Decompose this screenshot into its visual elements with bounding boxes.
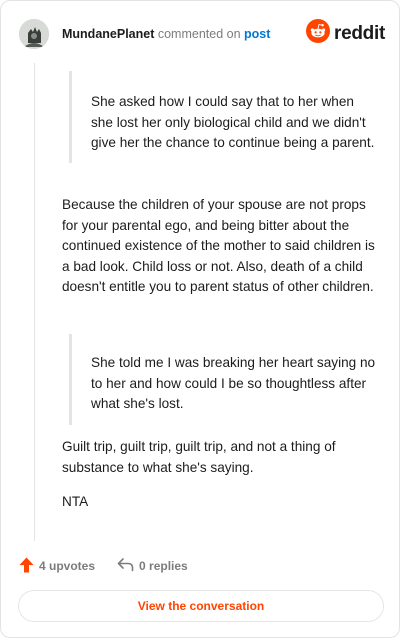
commented-on-label: commented on	[157, 27, 241, 41]
quote-block-1	[69, 71, 379, 163]
username[interactable]: MundanePlanet	[62, 27, 155, 41]
post-link[interactable]: post	[244, 27, 271, 41]
reddit-snoo-icon	[306, 19, 330, 48]
upvote-arrow-icon	[19, 557, 39, 576]
upvote-count: 4 upvotes	[39, 559, 96, 573]
avatar-icon[interactable]	[19, 19, 49, 49]
comment-paragraph-2: Guilt trip, guilt trip, guilt trip, and not a thing of substance to what she's saying.	[62, 439, 336, 475]
comment-footer	[19, 556, 188, 576]
comment-paragraph-1: Because the children of your spouse are not props for your parental ego, and being bitter about the continued existence of the mother to said children is a bad look. Child loss or not. Also, death of a child doesn't entitle you to parent status of other children.	[62, 197, 375, 294]
header-text	[62, 26, 270, 42]
upvotes[interactable]	[19, 557, 95, 576]
replies[interactable]	[117, 557, 188, 575]
view-conversation-button[interactable]: View the conversation	[18, 590, 384, 622]
reddit-wordmark: reddit	[334, 22, 385, 44]
reddit-logo[interactable]	[306, 19, 385, 48]
reply-count: 0 replies	[139, 559, 188, 573]
quote-text-1: She asked how I could say that to her when she lost her only biological child and we didn't give her the chance to continue being a parent.	[91, 94, 375, 150]
comment-header	[19, 18, 385, 50]
thread-line	[34, 63, 35, 541]
quote-text-2: She told me I was breaking her heart saying no to her and how could I be so thoughtless after what she's lost.	[91, 355, 376, 411]
reply-arrow-icon	[117, 557, 139, 575]
comment-paragraph-3: NTA	[62, 494, 89, 509]
quote-block-2	[69, 334, 379, 425]
